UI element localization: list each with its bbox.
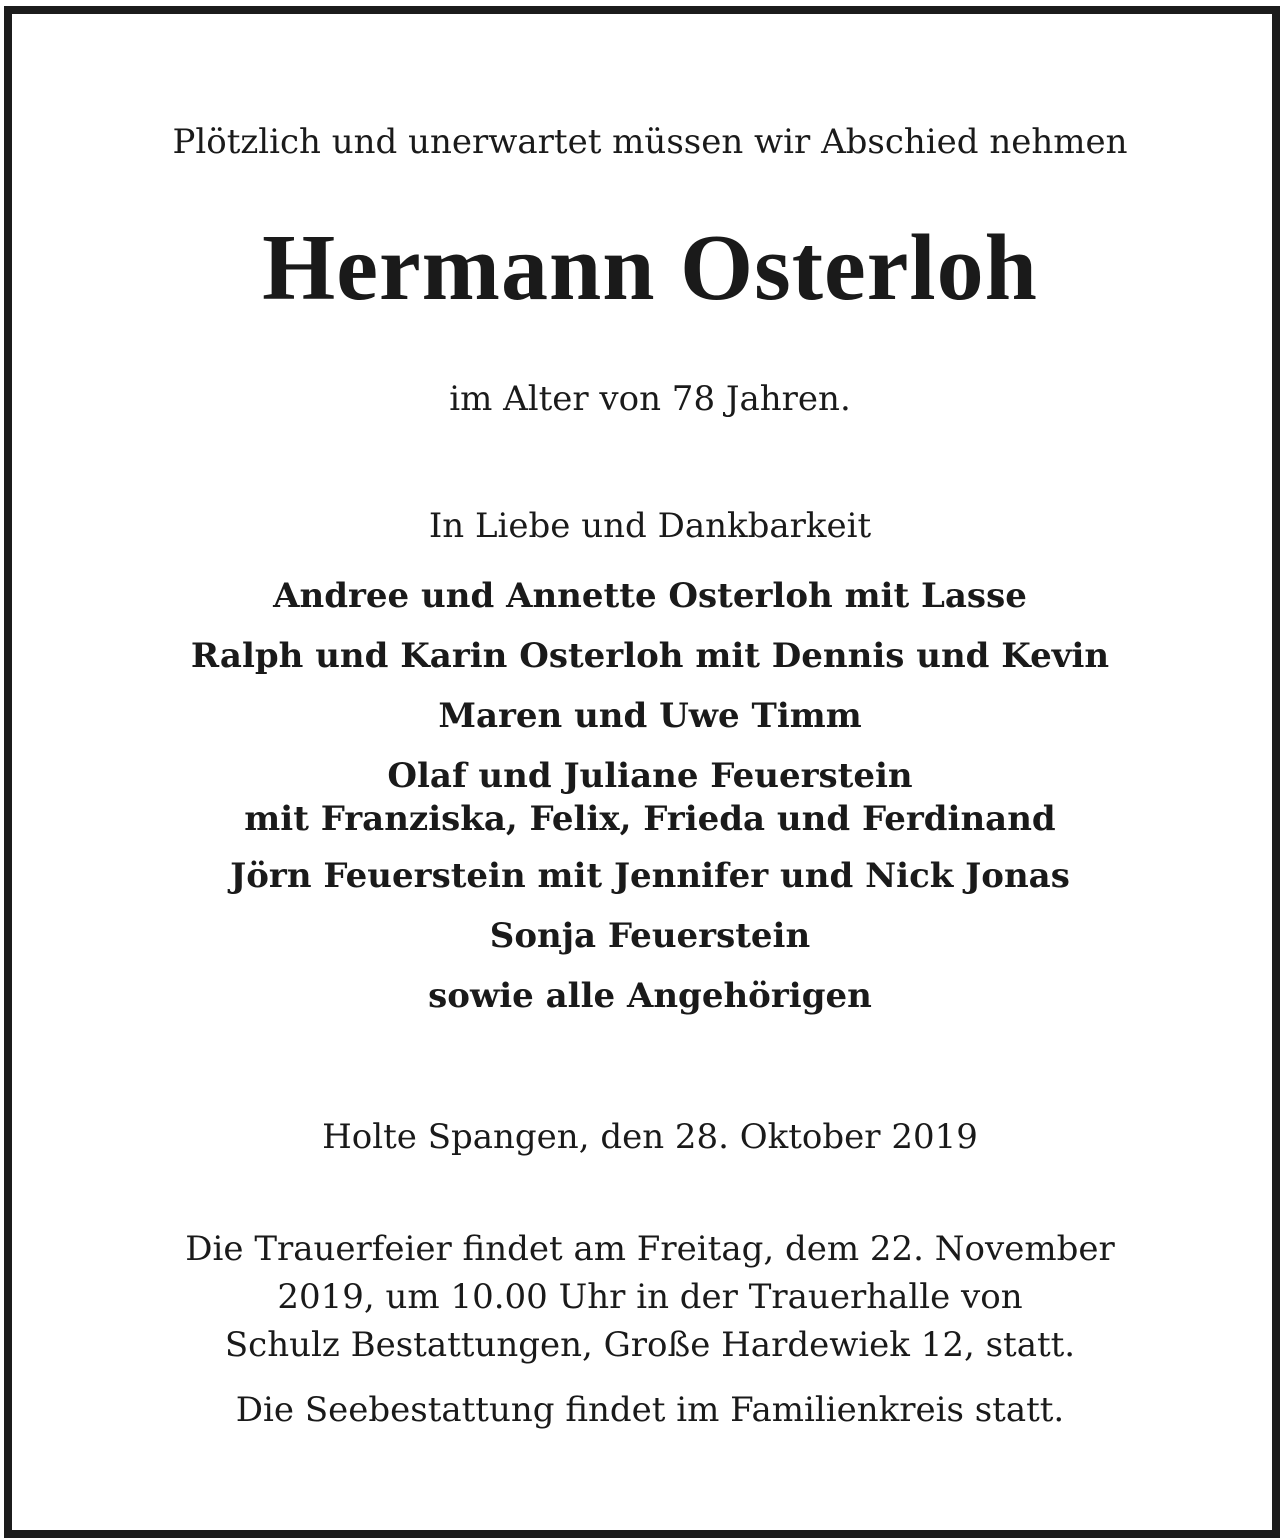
mourner-line: Ralph und Karin Osterloh mit Dennis und Kevin [190,636,1110,676]
ceremony-info [12,1225,1280,1369]
mourner-line: Jörn Feuerstein mit Jennifer und Nick Jonas [230,856,1070,896]
mourner-entry [12,913,1280,959]
ceremony-line: Die Trauerfeier findet am Freitag, dem 22. November [185,1229,1115,1269]
mourner-line: mit Franziska, Felix, Frieda und Ferdinand [244,799,1056,839]
mourner-entry [12,973,1280,1019]
dedication-text: In Liebe und Dankbarkeit [428,506,872,546]
mourner-line: Sonja Feuerstein [489,916,811,956]
place-date: Holte Spangen, den 28. Oktober 2019 [322,1117,978,1157]
mourner-entry [12,573,1280,619]
mourner-line: sowie alle Angehörigen [428,976,872,1016]
mourner-line: Maren und Uwe Timm [438,696,862,736]
ceremony-line: Schulz Bestattungen, Große Hardewiek 12, statt. [224,1325,1076,1365]
obituary-notice [4,6,1280,1538]
intro-text: Plötzlich und unerwartet müssen wir Abschied nehmen [172,122,1128,162]
burial-info: Die Seebestattung findet im Familienkreis statt. [235,1390,1065,1430]
mourner-entry [12,693,1280,739]
mourner-line: Olaf und Juliane Feuerstein [387,756,913,796]
mourner-entry [12,633,1280,679]
mourner-entry [12,853,1280,899]
mourners-list [12,573,1280,1033]
age-line: im Alter von 78 Jahren. [449,379,851,419]
mourner-line: Andree und Annette Osterloh mit Lasse [273,576,1027,616]
mourner-entry [12,753,1280,839]
deceased-name: Hermann Osterloh [262,216,1038,320]
ceremony-line: 2019, um 10.00 Uhr in der Trauerhalle von [277,1277,1023,1317]
